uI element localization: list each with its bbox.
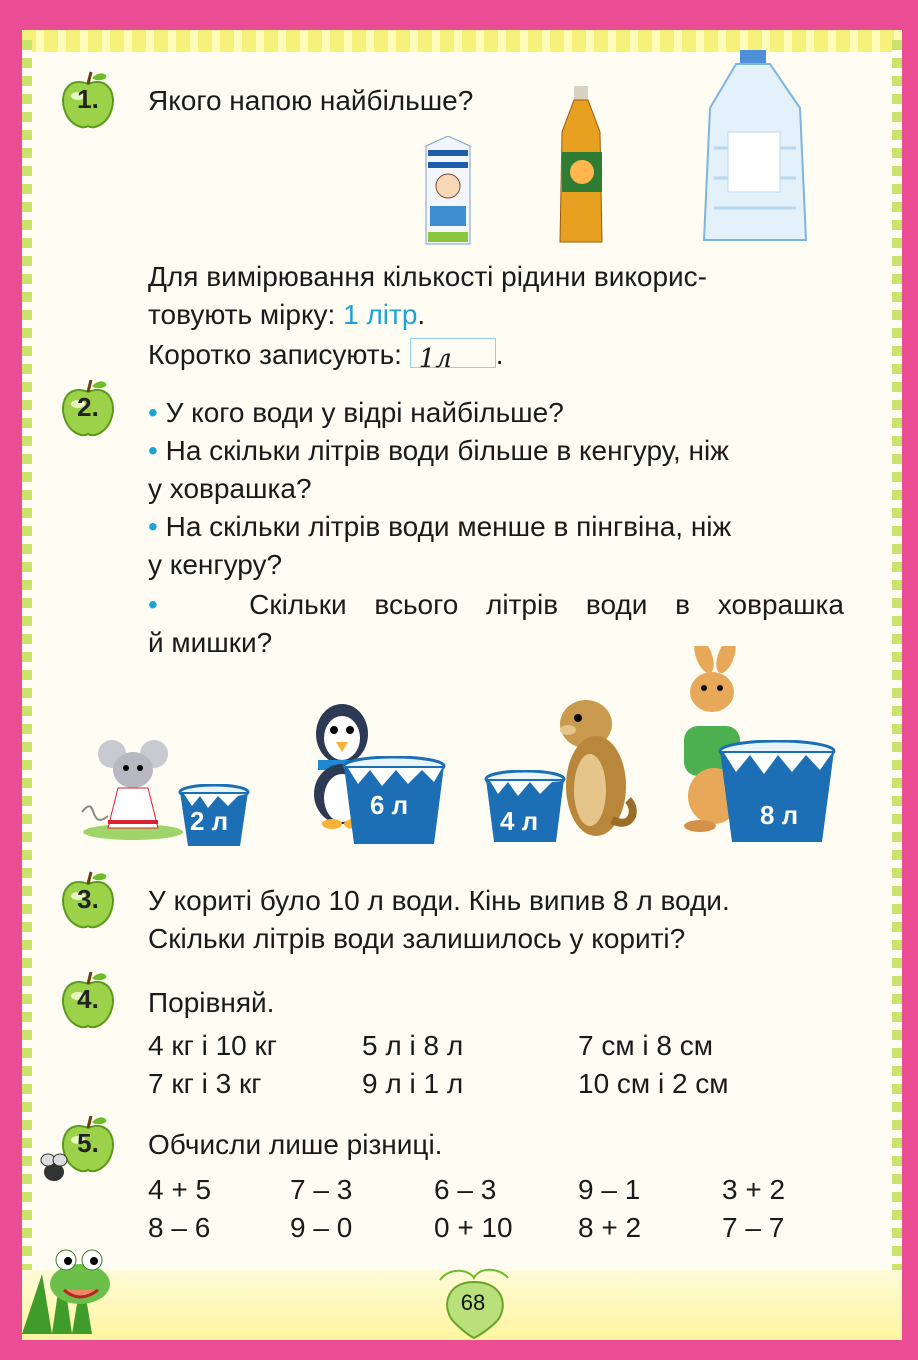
task2-q2b: у ховрашка? <box>148 473 312 504</box>
expression: 0 + 10 <box>434 1212 513 1243</box>
period: . <box>417 299 426 330</box>
compare-item: 9 л і 1 л <box>362 1068 464 1099</box>
handwritten-liter: 1л <box>418 343 452 374</box>
question-text: Скільки всього літрів води в ховрашка <box>249 589 844 620</box>
task-number-apple-2 <box>58 378 118 438</box>
compare-item: 7 см і 8 см <box>578 1030 713 1061</box>
task-number-apple-3 <box>58 870 118 930</box>
task2-q2a <box>148 432 729 470</box>
question-text: У кого води у відрі найбільше? <box>165 397 564 428</box>
milk-carton-image <box>418 136 478 248</box>
bucket-label-4l: 4 л <box>500 806 539 836</box>
expression: 7 – 7 <box>722 1212 785 1243</box>
bullet-icon: • <box>148 435 166 466</box>
expression: 3 + 2 <box>722 1174 786 1205</box>
handwritten-box <box>410 338 496 374</box>
page-number: 68 <box>460 1290 486 1315</box>
bullet-icon: • <box>148 511 166 542</box>
expression: 9 – 1 <box>578 1174 641 1205</box>
task3-line2: Скільки літрів води залишилось у кориті? <box>148 923 686 954</box>
info-text: товують мірку: <box>148 299 344 330</box>
task-number: 1. <box>77 84 99 114</box>
bullet-icon: • <box>148 589 158 620</box>
juice-bottle-image <box>550 86 612 248</box>
task1-question: Якого напою найбільше? <box>148 85 474 116</box>
expression: 7 – 3 <box>290 1174 353 1205</box>
bucket-label-6l: 6 л <box>370 790 409 820</box>
water-bottle-image <box>700 48 810 248</box>
task1-info-line1: Для вимірювання кількості рідини викорис- <box>148 261 708 292</box>
task-number: 3. <box>77 884 99 914</box>
compare-item: 7 кг і 3 кг <box>148 1068 262 1099</box>
task-number-apple-4 <box>58 970 118 1030</box>
task2-q1 <box>148 394 564 432</box>
task-number: 2. <box>77 392 99 422</box>
task2-q4b: й мишки? <box>148 627 273 658</box>
info-text: Коротко записують: <box>148 339 402 370</box>
expression: 6 – 3 <box>434 1174 497 1205</box>
compare-item: 4 кг і 10 кг <box>148 1030 277 1061</box>
left-decor-edge <box>22 40 32 1330</box>
bucket-label-8l: 8 л <box>760 800 799 830</box>
question-text: На скільки літрів води більше в кенгуру, ніж <box>165 435 729 466</box>
task2-q4a <box>148 586 844 624</box>
task2-q3b: у кенгуру? <box>148 549 283 580</box>
liter-highlight: 1 літр <box>343 299 418 330</box>
expression: 8 – 6 <box>148 1212 211 1243</box>
task4-title: Порівняй. <box>148 987 275 1018</box>
task2-q3a <box>148 508 731 546</box>
task3-line1: У кориті було 10 л води. Кінь випив 8 л води. <box>148 885 730 916</box>
task-number: 4. <box>77 984 99 1014</box>
task-number-apple-1 <box>58 70 118 130</box>
mouse-illustration <box>78 732 188 842</box>
bullet-icon: • <box>148 397 166 428</box>
task-number: 5. <box>77 1128 99 1158</box>
compare-item: 5 л і 8 л <box>362 1030 464 1061</box>
question-text: На скільки літрів води менше в пінгвіна, ніж <box>165 511 732 542</box>
bee-icon <box>38 1150 70 1186</box>
compare-item: 10 см і 2 см <box>578 1068 729 1099</box>
right-decor-edge <box>892 40 902 1330</box>
expression: 8 + 2 <box>578 1212 642 1243</box>
task5-title: Обчисли лише різниці. <box>148 1129 443 1160</box>
bucket-label-2l: 2 л <box>190 806 229 836</box>
frog-icon <box>22 1234 122 1340</box>
task1-info-line2 <box>148 296 425 334</box>
expression: 9 – 0 <box>290 1212 353 1243</box>
expression: 4 + 5 <box>148 1174 212 1205</box>
period: . <box>495 339 504 370</box>
task1-info-line3 <box>148 336 504 374</box>
